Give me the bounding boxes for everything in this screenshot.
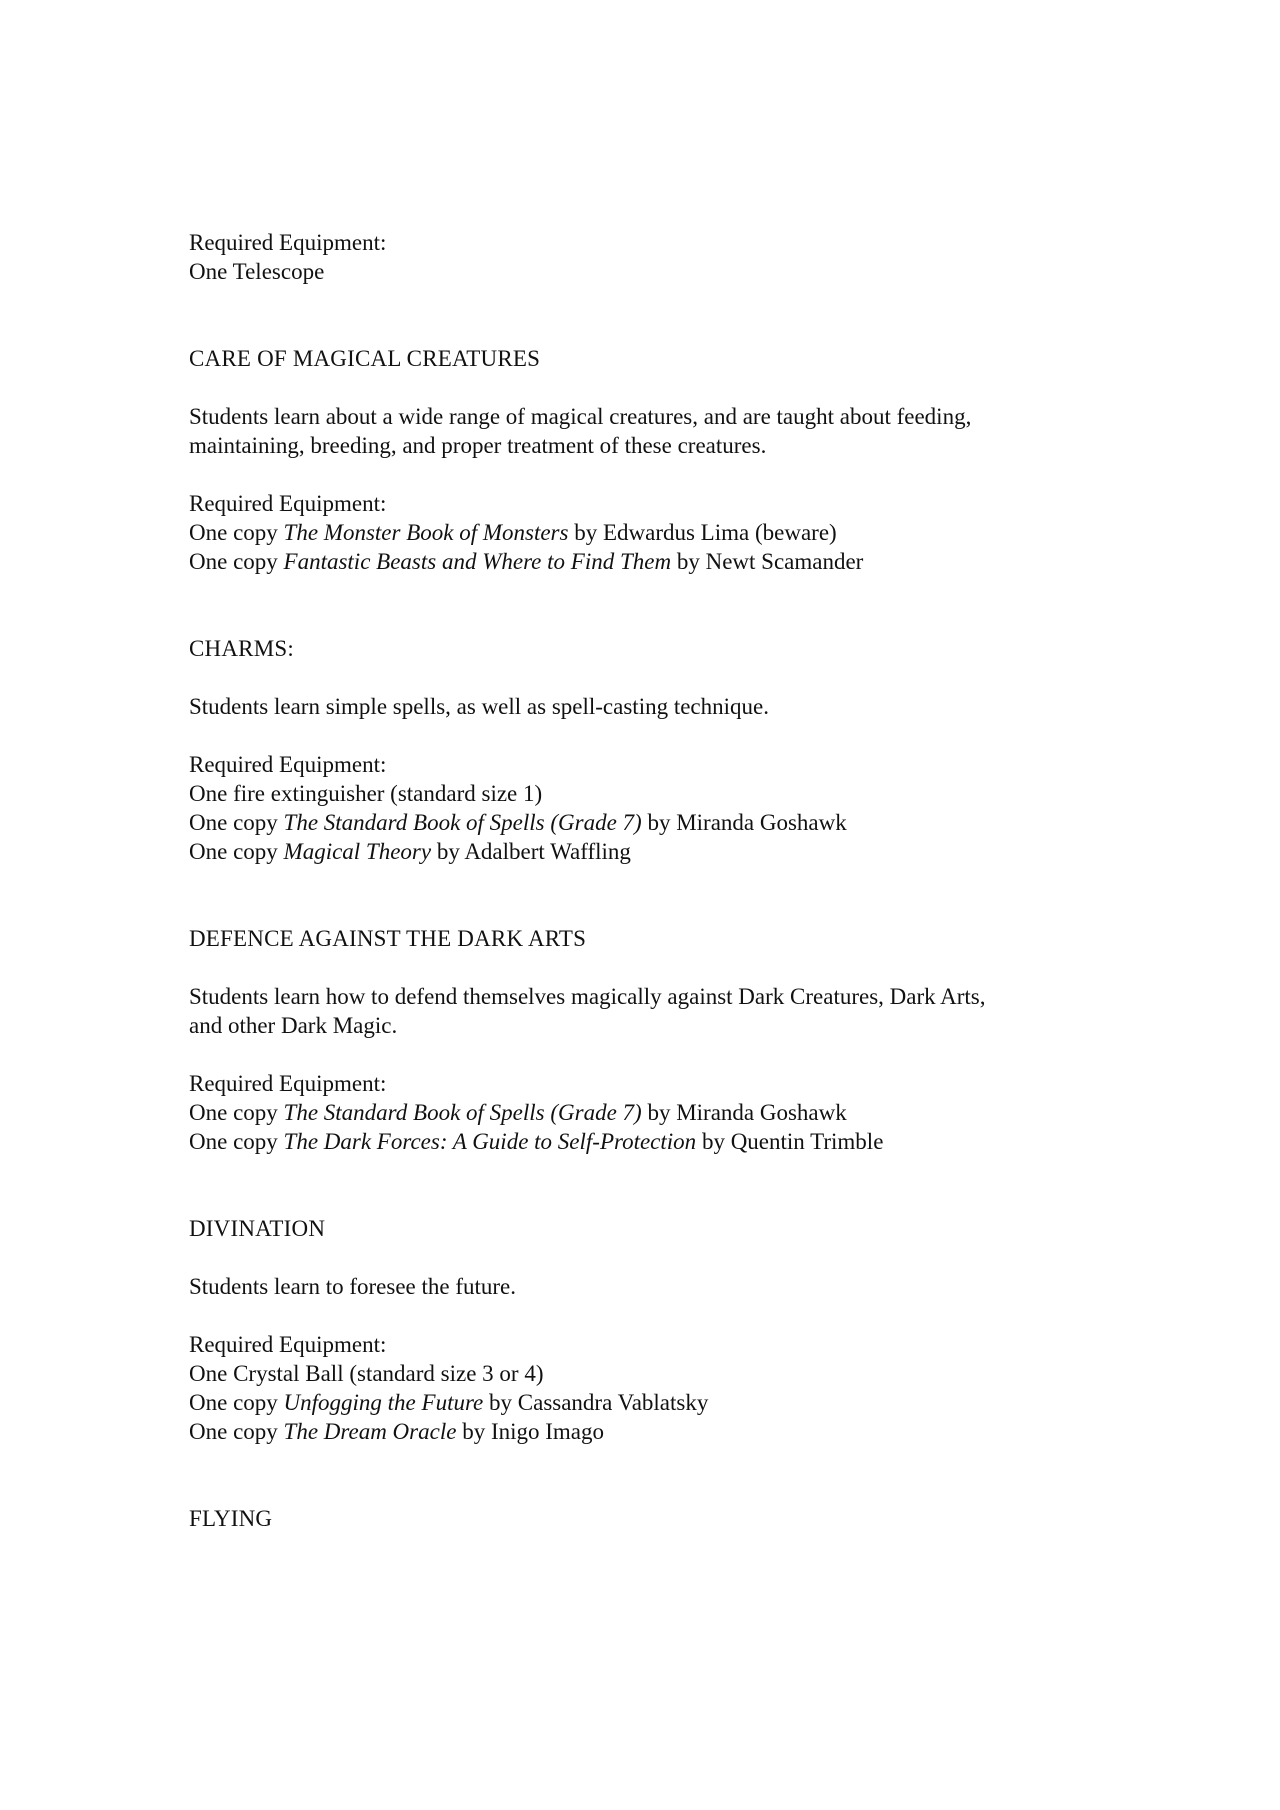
equipment-item bbox=[189, 257, 1089, 286]
item-suffix: by Edwardus Lima (beware) bbox=[568, 520, 837, 545]
book-title: Unfogging the Future bbox=[283, 1390, 484, 1415]
book-title: Magical Theory bbox=[283, 839, 432, 864]
item-suffix: by Miranda Goshawk bbox=[641, 810, 847, 835]
item-suffix: by Inigo Imago bbox=[456, 1419, 604, 1444]
description-line: and other Dark Magic. bbox=[189, 1013, 398, 1038]
equipment-item bbox=[189, 837, 1089, 866]
section-divination bbox=[189, 1214, 1089, 1446]
equipment-label: Required Equipment: bbox=[189, 491, 387, 516]
item-suffix: by Quentin Trimble bbox=[696, 1129, 884, 1154]
description-line: maintaining, breeding, and proper treatment of these creatures. bbox=[189, 433, 767, 458]
item-prefix: One copy bbox=[189, 839, 284, 864]
book-title: The Dark Forces: A Guide to Self-Protection bbox=[283, 1129, 697, 1154]
section-heading: DEFENCE AGAINST THE DARK ARTS bbox=[189, 926, 587, 951]
section-heading: CARE OF MAGICAL CREATURES bbox=[189, 346, 541, 371]
equipment-item bbox=[189, 547, 1089, 576]
item-suffix: by Newt Scamander bbox=[671, 549, 864, 574]
book-title: The Dream Oracle bbox=[283, 1419, 457, 1444]
item-suffix: by Adalbert Waffling bbox=[431, 839, 631, 864]
equipment-item bbox=[189, 779, 1089, 808]
item-prefix: One copy bbox=[189, 810, 284, 835]
section-heading: CHARMS: bbox=[189, 636, 294, 661]
item-prefix: One copy bbox=[189, 1390, 284, 1415]
description-line: Students learn how to defend themselves magically against Dark Creatures, Dark Arts, bbox=[189, 984, 986, 1009]
item-prefix: One copy bbox=[189, 520, 284, 545]
item-prefix: One copy bbox=[189, 1100, 284, 1125]
equipment-label: Required Equipment: bbox=[189, 1332, 387, 1357]
section-heading-flying: FLYING bbox=[189, 1506, 273, 1531]
item-prefix: One copy bbox=[189, 1129, 284, 1154]
equipment-label: Required Equipment: bbox=[189, 230, 387, 255]
description-line: Students learn simple spells, as well as spell-casting technique. bbox=[189, 694, 769, 719]
book-title: The Monster Book of Monsters bbox=[283, 520, 569, 545]
description-line: Students learn to foresee the future. bbox=[189, 1274, 516, 1299]
item-prefix: One fire extinguisher (standard size 1) bbox=[189, 781, 543, 806]
equipment-item bbox=[189, 1127, 1089, 1156]
equipment-item bbox=[189, 518, 1089, 547]
equipment-label: Required Equipment: bbox=[189, 1071, 387, 1096]
item-prefix: One copy bbox=[189, 1419, 284, 1444]
item-suffix: by Cassandra Vablatsky bbox=[483, 1390, 709, 1415]
section-care-of-magical-creatures bbox=[189, 344, 1089, 576]
section-charms bbox=[189, 634, 1089, 866]
equipment-item bbox=[189, 808, 1089, 837]
intro-equipment-block bbox=[189, 228, 1089, 286]
document-page bbox=[189, 228, 1089, 1533]
book-title: The Standard Book of Spells (Grade 7) bbox=[283, 810, 642, 835]
section-heading: DIVINATION bbox=[189, 1216, 326, 1241]
item-prefix: One copy bbox=[189, 549, 284, 574]
equipment-item bbox=[189, 1098, 1089, 1127]
book-title: Fantastic Beasts and Where to Find Them bbox=[283, 549, 672, 574]
book-title: The Standard Book of Spells (Grade 7) bbox=[283, 1100, 642, 1125]
item-prefix: One Crystal Ball (standard size 3 or 4) bbox=[189, 1361, 544, 1386]
item-suffix: by Miranda Goshawk bbox=[641, 1100, 847, 1125]
equipment-label: Required Equipment: bbox=[189, 752, 387, 777]
equipment-item bbox=[189, 1359, 1089, 1388]
item-text: One Telescope bbox=[189, 259, 325, 284]
section-defence-against-the-dark-arts bbox=[189, 924, 1089, 1156]
description-line: Students learn about a wide range of magical creatures, and are taught about feeding, bbox=[189, 404, 972, 429]
equipment-item bbox=[189, 1388, 1089, 1417]
equipment-item bbox=[189, 1417, 1089, 1446]
